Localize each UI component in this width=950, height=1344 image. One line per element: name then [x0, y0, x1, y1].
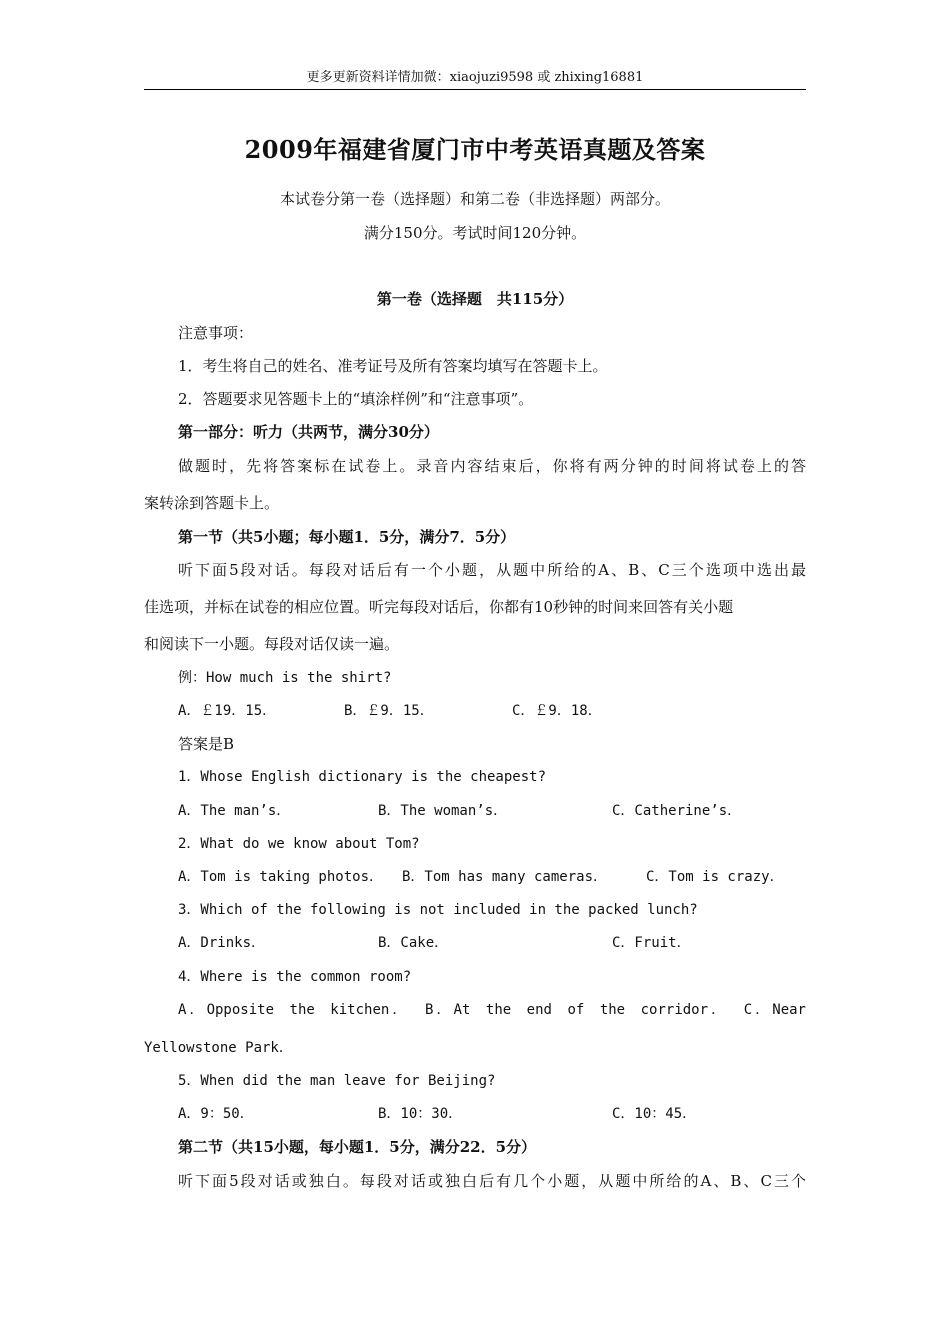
note-item-2: 2．答题要求见答题卡上的“填涂样例”和“注意事项”。 [178, 390, 534, 408]
q5-option-b: B．10：30． [378, 1106, 463, 1122]
q5-option-c: C．10：45． [612, 1106, 697, 1122]
question-3: 3．Which of the following is not included in the packed lunch? [178, 902, 698, 918]
part1-instruction-line-1: 做题时，先将答案标在试卷上。录音内容结束后，你将有两分钟的时间将试卷上的答 [178, 457, 806, 475]
section2-heading: 第二节（共15小题，每小题1．5分，满分22．5分） [178, 1138, 537, 1156]
intro-line-2: 满分150分。考试时间120分钟。 [363, 224, 587, 242]
exam-title: 2009年福建省厦门市中考英语真题及答案 [244, 135, 706, 164]
section1-heading: 第一节（共5小题；每小题1．5分，满分7．5分） [178, 528, 516, 546]
example-option-b: B．￡9．15． [344, 703, 434, 719]
header-rule [144, 89, 806, 90]
q2-option-c: C．Tom is crazy． [646, 869, 784, 885]
q1-option-b: B．The woman’s． [378, 803, 508, 819]
question-4: 4．Where is the common room? [178, 969, 412, 985]
example-answer: 答案是B [178, 735, 235, 753]
question-5: 5．When did the man leave for Beijing? [178, 1073, 496, 1089]
question-1: 1．Whose English dictionary is the cheapest? [178, 769, 547, 785]
section2-instruction-line-1: 听下面5段对话或独白。每段对话或独白后有几个小题，从题中所给的A、B、C三个 [178, 1172, 806, 1190]
part1-heading: 第一部分：听力（共两节，满分30分） [178, 423, 439, 441]
example-option-a: A．￡19．15． [178, 703, 277, 719]
q2-option-b: B．Tom has many cameras． [402, 869, 608, 885]
example-question: 例：How much is the shirt? [178, 670, 392, 686]
volume-1-heading: 第一卷（选择题 共115分） [376, 290, 574, 308]
q1-option-a: A．The man’s． [178, 803, 291, 819]
q4-options: A．Opposite the kitchen． B．At the end of the corridor． C．Near [178, 1002, 806, 1018]
q3-option-c: C．Fruit． [612, 935, 691, 951]
q1-option-c: C．Catherine’s． [612, 803, 742, 819]
note-item-1: 1．考生将自己的姓名、准考证号及所有答案均填写在答题卡上。 [178, 357, 608, 375]
section1-instruction-line-1: 听下面5段对话。每段对话后有一个小题，从题中所给的A、B、C三个选项中选出最 [178, 561, 806, 579]
notes-heading: 注意事项： [178, 324, 254, 342]
q3-option-b: B．Cake． [378, 935, 449, 951]
q3-option-a: A．Drinks． [178, 935, 266, 951]
example-option-c: C．￡9．18． [512, 703, 602, 719]
question-2: 2．What do we know about Tom? [178, 836, 420, 852]
q5-option-a: A．9：50． [178, 1106, 254, 1122]
page-header: 更多更新资料详情加微：xiaojuzi9598 或 zhixing16881 [306, 70, 644, 85]
q2-option-a: A．Tom is taking photos． [178, 869, 384, 885]
section1-instruction-line-2: 佳选项，并标在试卷的相应位置。听完每段对话后，你都有10秒钟的时间来回答有关小题 [144, 598, 734, 616]
intro-line-1: 本试卷分第一卷（选择题）和第二卷（非选择题）两部分。 [279, 190, 670, 208]
section1-instruction-line-3: 和阅读下一小题。每段对话仅读一遍。 [144, 635, 400, 653]
part1-instruction-line-2: 案转涂到答题卡上。 [144, 494, 280, 512]
q4-options-wrap: Yellowstone Park． [144, 1040, 293, 1056]
